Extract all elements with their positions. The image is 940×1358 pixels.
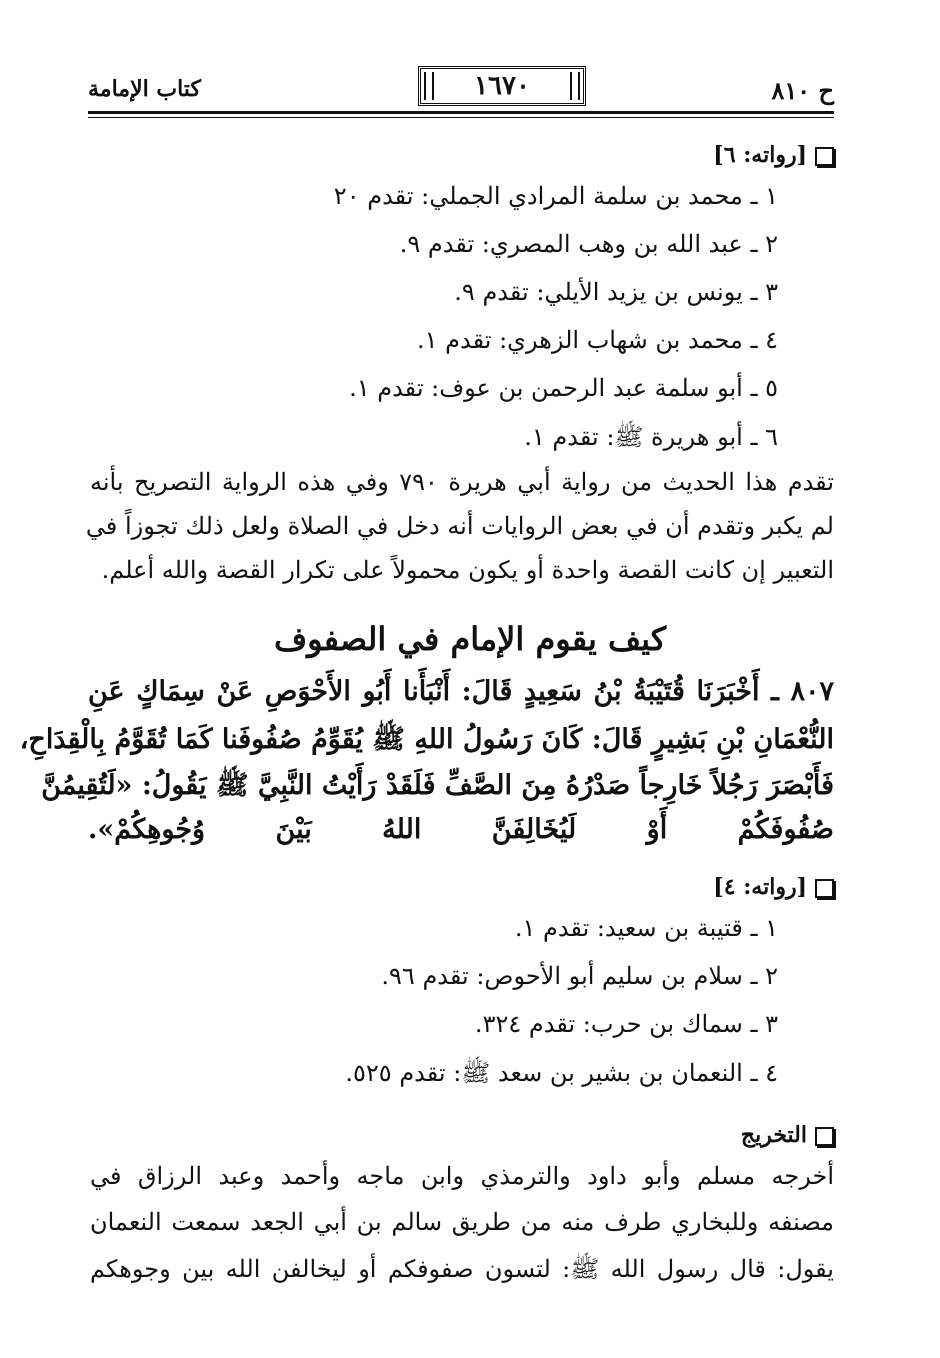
checkbox-square-icon [815,879,834,898]
takhrij-section-title [741,1122,834,1148]
narrator-item: ٣ ـ يونس بن يزيد الأيلي: تقدم ٩. [454,278,778,306]
hadith-line: ٨٠٧ ـ أَخْبَرَنَا قُتَيْبَةُ بْنُ سَعِيدٍ قَالَ: أَنْبَأَنا أَبُو الأَحْوَصِ عَنْ سِمَاكٍ عَنِ [88,676,834,707]
header-rule-thick [88,111,834,114]
takhrij-line: مصنفه وللبخاري طرف منه من طريق سالم بن أبي الجعد سمعت النعمان [90,1208,834,1236]
section-title-text: التخريج [740,1122,807,1148]
hadith-range-ref: ح ٨١٠ [771,76,834,105]
page-header [88,66,834,110]
note-line: التعبير إن كانت القصة واحدة أو يكون محمولاً على تكرار القصة والله أعلم. [101,556,834,584]
hadith-line: النُّعْمَانِ بْنِ بَشِيرٍ قَالَ: كَانَ رَسُولُ اللهِ ﷺ يُقَوِّمُ صُفُوفَنا كَمَا تُقَوَّمُ بِالْقِدَاحِ، [19,724,834,755]
note-line: تقدم هذا الحديث من رواية أبي هريرة ٧٩٠ وفي هذه الرواية التصريح بأنه [90,468,834,496]
hadith-line: فَأَبْصَرَ رَجُلاً خَارِجاً صَدْرُهُ مِنَ الصَّفِّ فَلَقَدْ رَأَيْتُ النَّبِيَّ ﷺ يَقُولُ: «لَتُقِيمُنَّ [41,770,834,801]
narrators-section-title [713,142,834,168]
book-title: كتاب الإمامة [88,76,201,102]
narrator-item: ١ ـ قتيبة بن سعيد: تقدم ١. [514,914,778,942]
narrator-item: ٤ ـ محمد بن شهاب الزهري: تقدم ١. [417,326,778,354]
narrator-item: ٥ ـ أبو سلمة عبد الرحمن بن عوف: تقدم ١. [349,374,778,402]
chapter-heading: كيف يقوم الإمام في الصفوف [273,620,667,658]
narrator-item: ٢ ـ عبد الله بن وهب المصري: تقدم ٩. [399,230,778,258]
checkbox-square-icon [815,1127,834,1146]
header-rule-thin [88,117,834,118]
section-title-text: [رواته: ٦] [713,142,807,168]
narrator-item: ٦ ـ أبو هريرة ﷺ: تقدم ١. [524,423,778,451]
page-number: ١٦٧٠ [418,66,586,106]
checkbox-square-icon [815,147,834,166]
takhrij-line: أخرجه مسلم وأبو داود والترمذي وابن ماجه وأحمد وعبد الرزاق في [90,1162,834,1190]
narrator-item: ٤ ـ النعمان بن بشير بن سعد ﷺ: تقدم ٥٢٥. [345,1059,778,1087]
section-title-text: [رواته: ٤] [713,874,807,900]
narrator-item: ٣ ـ سماك بن حرب: تقدم ٣٢٤. [474,1010,778,1038]
narrators-section-title [713,874,834,900]
note-line: لم يكبر وتقدم أن في بعض الروايات أنه دخل في الصلاة ولعل ذلك تجوزاً في [85,512,834,540]
hadith-line: صُفُوفَكُمْ أَوْ لَيُخَالِفَنَّ اللهُ بَيْنَ وُجُوهِكُمْ». [88,814,834,845]
takhrij-line: يقول: قال رسول الله ﷺ: لتسون صفوفكم أو ليخالفن الله بين وجوهكم [90,1255,834,1283]
narrator-item: ١ ـ محمد بن سلمة المرادي الجملي: تقدم ٢٠ [333,182,778,210]
narrator-item: ٢ ـ سلام بن سليم أبو الأحوص: تقدم ٩٦. [381,962,778,990]
